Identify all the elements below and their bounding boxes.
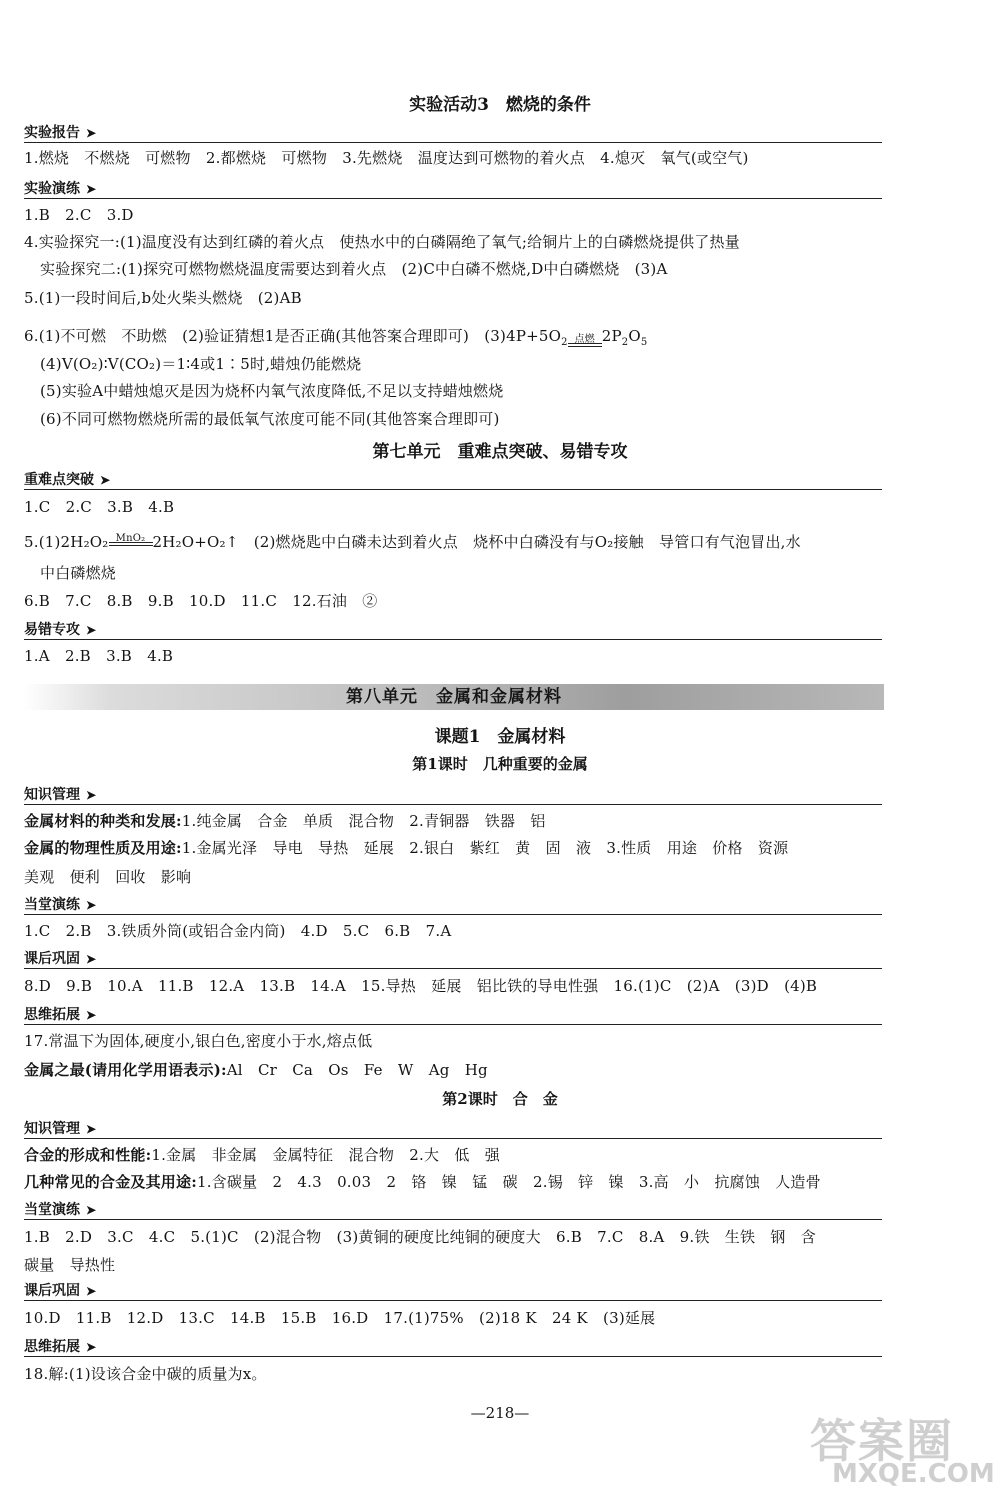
answer-line bbox=[24, 1145, 500, 1165]
section-header-report bbox=[24, 122, 882, 143]
topic-1-title: 课题1 金属材料 bbox=[434, 727, 566, 747]
answer-line: 碳量 导热性 bbox=[24, 1256, 116, 1274]
answer-label: 几种常见的合金及其用途: bbox=[24, 1173, 197, 1191]
section-header-label: 当堂演练 bbox=[24, 1202, 80, 1218]
arrow-icon: ➤ bbox=[86, 788, 97, 802]
unit-7-title: 第七单元 重难点突破、易错专攻 bbox=[372, 442, 628, 462]
watermark-text: 答案圈 bbox=[810, 1414, 954, 1468]
answer-label: 金属的物理性质及用途: bbox=[24, 839, 182, 857]
answer-line: 8.D 9.B 10.A 11.B 12.A 13.B 14.A 15.导热 延展 铝比铁的导电性强 16.(1)C (2)A (3)D (4)B bbox=[24, 977, 818, 995]
section-header-review bbox=[24, 948, 882, 969]
arrow-icon: ➤ bbox=[86, 1340, 97, 1354]
section-header-label: 实验演练 bbox=[24, 181, 80, 197]
page-number: —218— bbox=[470, 1404, 530, 1422]
equation-text: 5.(1)2H₂O₂ bbox=[24, 533, 109, 551]
watermark-logo bbox=[810, 1405, 995, 1490]
lesson-2-title: 第2课时 合 金 bbox=[442, 1090, 558, 1108]
answer-text: Al Cr Ca Os Fe W Ag Hg bbox=[226, 1061, 488, 1079]
answer-text: 1.含碳量 2 4.3 0.03 2 铬 镍 锰 碳 2.锡 锌 镍 3.高 小 抗腐蚀 人造骨 bbox=[196, 1173, 821, 1191]
answer-text: 1.金属光泽 导电 导热 延展 2.银白 紫红 黄 固 液 3.性质 用途 价格 资源 bbox=[181, 839, 789, 857]
section-header-label: 实验报告 bbox=[24, 125, 80, 141]
reaction-condition: 点燃 bbox=[574, 334, 595, 345]
answer-line: 美观 便利 回收 影响 bbox=[24, 868, 192, 886]
answer-line: 实验探究二:(1)探究可燃物燃烧温度需要达到着火点 (2)C中白磷不燃烧,D中白磷燃烧 (3)A bbox=[40, 260, 668, 278]
section-header-thinking bbox=[24, 1004, 882, 1025]
answer-line: 1.B 2.C 3.D bbox=[24, 206, 134, 224]
answer-label: 金属之最(请用化学用语表示): bbox=[24, 1061, 227, 1079]
equation-product: 2H₂O+O₂↑ (2)燃烧匙中白磷未达到着火点 烧杯中白磷没有与O₂接触 导管口有气泡冒出,水 bbox=[152, 533, 801, 551]
answer-line: 6.B 7.C 8.B 9.B 10.D 11.C 12.石油 ② bbox=[24, 592, 378, 610]
answer-text: 1.金属 非金属 金属特征 混合物 2.大 低 强 bbox=[151, 1146, 500, 1164]
arrow-icon: ➤ bbox=[86, 126, 97, 140]
section-header-label: 当堂演练 bbox=[24, 897, 80, 913]
section-header-review-2 bbox=[24, 1280, 882, 1301]
section-header-label: 知识管理 bbox=[24, 787, 80, 803]
answer-line: (6)不同可燃物燃烧所需的最低氧气浓度可能不同(其他答案合理即可) bbox=[40, 410, 500, 428]
reaction-arrow bbox=[109, 533, 153, 552]
answer-line: 4.实验探究一:(1)温度没有达到红磷的着火点 使热水中的白磷隔绝了氧气;给铜片上的白磷燃烧提供了热量 bbox=[24, 233, 740, 251]
answer-line: 中白磷燃烧 bbox=[40, 564, 117, 582]
section-title-experiment-3: 实验活动3 燃烧的条件 bbox=[409, 95, 591, 115]
answer-line: (4)V(O₂)∶V(CO₂)＝1∶4或1∶5时,蜡烛仍能燃烧 bbox=[40, 355, 362, 373]
section-header-label: 易错专攻 bbox=[24, 622, 80, 638]
answer-label: 金属材料的种类和发展: bbox=[24, 812, 182, 830]
answer-line bbox=[24, 811, 546, 831]
equation-line: 6.(1)不可燃 不助燃 (2)验证猜想1是否正确(其他答案合理即可) $(3)4P+5O_2$ 点燃 $2P_2O_5$ bbox=[24, 326, 647, 353]
lesson-1-title: 第1课时 几种重要的金属 bbox=[412, 755, 588, 773]
equation-text: 6.(1)不可燃 不助燃 (2)验证猜想1是否正确(其他答案合理即可) (3)4P+5O bbox=[24, 327, 562, 345]
section-header-knowledge-2 bbox=[24, 1118, 882, 1139]
section-header-class-practice bbox=[24, 894, 882, 915]
answer-line: 10.D 11.B 12.D 13.C 14.B 15.B 16.D 17.(1)75% (2)18 K 24 K (3)延展 bbox=[24, 1309, 656, 1327]
section-header-label: 思维拓展 bbox=[24, 1007, 80, 1023]
arrow-icon: ➤ bbox=[86, 1122, 97, 1136]
section-header-practice bbox=[24, 178, 882, 199]
section-header-label: 重难点突破 bbox=[24, 472, 94, 488]
section-header-label: 课后巩固 bbox=[24, 951, 80, 967]
answer-line: 1.B 2.D 3.C 4.C 5.(1)C (2)混合物 (3)黄铜的硬度比纯铜的硬度大 6.B 7.C 8.A 9.铁 生铁 钢 含 bbox=[24, 1228, 816, 1246]
section-header-label: 知识管理 bbox=[24, 1121, 80, 1137]
answer-line: 1.A 2.B 3.B 4.B bbox=[24, 647, 174, 665]
equation-line bbox=[24, 532, 801, 552]
answer-line bbox=[24, 838, 788, 858]
answer-line bbox=[24, 1060, 488, 1080]
arrow-icon: ➤ bbox=[86, 898, 97, 912]
reaction-arrow bbox=[568, 334, 602, 353]
answer-line: 5.(1)一段时间后,b处火柴头燃烧 (2)AB bbox=[24, 289, 302, 307]
section-header-label: 思维拓展 bbox=[24, 1339, 80, 1355]
section-header-label: 课后巩固 bbox=[24, 1283, 80, 1299]
section-header-class-practice-2 bbox=[24, 1199, 882, 1220]
answer-line: 1.C 2.C 3.B 4.B bbox=[24, 498, 175, 516]
arrow-icon: ➤ bbox=[86, 182, 97, 196]
section-header-error-prone bbox=[24, 619, 882, 640]
answer-line: 17.常温下为固体,硬度小,银白色,密度小于水,熔点低 bbox=[24, 1032, 373, 1050]
arrow-icon: ➤ bbox=[86, 1284, 97, 1298]
answer-text: 1.纯金属 合金 单质 混合物 2.青铜器 铁器 铝 bbox=[181, 812, 546, 830]
arrow-icon: ➤ bbox=[86, 1203, 97, 1217]
answer-line: 1.C 2.B 3.铁质外筒(或铝合金内筒) 4.D 5.C 6.B 7.A bbox=[24, 922, 452, 940]
equation-product: 2P bbox=[601, 327, 622, 345]
answer-line: (5)实验A中蜡烛熄灭是因为烧杯内氧气浓度降低,不足以支持蜡烛燃烧 bbox=[40, 382, 504, 400]
answer-label: 合金的形成和性能: bbox=[24, 1146, 152, 1164]
watermark-url: MXQE.COM bbox=[832, 1459, 995, 1489]
arrow-icon: ➤ bbox=[86, 952, 97, 966]
arrow-icon: ➤ bbox=[86, 623, 97, 637]
reaction-condition: MnO₂ bbox=[115, 533, 146, 544]
answer-line bbox=[24, 1172, 821, 1192]
section-header-knowledge bbox=[24, 784, 882, 805]
arrow-icon: ➤ bbox=[100, 473, 111, 487]
section-header-thinking-2 bbox=[24, 1336, 882, 1357]
section-header-key-points bbox=[24, 469, 882, 490]
answer-line: 1.燃烧 不燃烧 可燃物 2.都燃烧 可燃物 3.先燃烧 温度达到可燃物的着火点 4.熄灭 氧气(或空气) bbox=[24, 149, 749, 167]
answer-line: 18.解:(1)设该合金中碳的质量为x。 bbox=[24, 1365, 267, 1383]
arrow-icon: ➤ bbox=[86, 1008, 97, 1022]
unit-8-banner: 第八单元 金属和金属材料 bbox=[24, 684, 884, 710]
